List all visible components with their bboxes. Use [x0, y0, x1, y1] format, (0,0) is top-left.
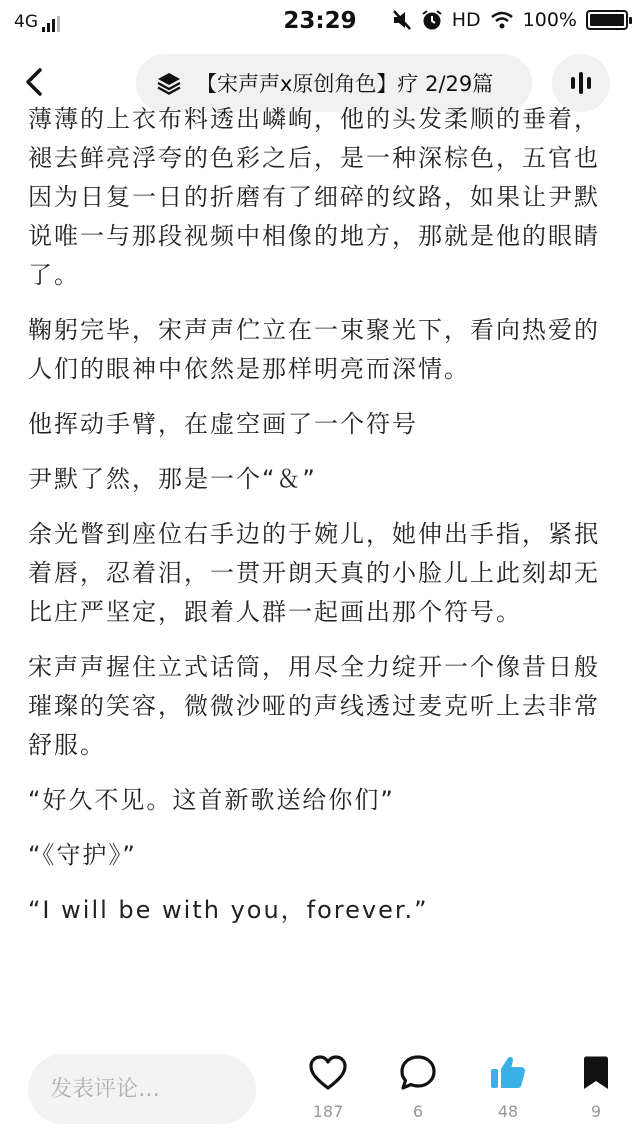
thumbs-up-icon — [488, 1054, 528, 1092]
comment-button[interactable] — [388, 1054, 448, 1121]
battery-icon — [586, 10, 628, 30]
comment-input[interactable] — [28, 1054, 256, 1124]
paragraph: “《守护》” — [28, 841, 137, 869]
recommend-count: 48 — [497, 1102, 519, 1121]
bookmark-icon — [580, 1054, 612, 1092]
status-icons — [392, 9, 628, 31]
like-button[interactable] — [298, 1054, 358, 1121]
paragraph: “I will be with you，forever.” — [28, 896, 429, 924]
network-type: 4G — [14, 12, 38, 32]
battery-percent: 100% — [522, 9, 577, 31]
paragraph: 他挥动手臂，在虚空画了一个符号 — [28, 410, 418, 438]
bottom-action-bar — [0, 1040, 640, 1138]
like-count: 187 — [312, 1102, 344, 1121]
clock: 23:29 — [283, 8, 357, 34]
page-indicator: 2/29篇 — [425, 72, 494, 96]
comment-bubble-icon — [398, 1054, 438, 1092]
hd-indicator: HD — [451, 9, 481, 31]
paragraph: 薄薄的上衣布料透出嶙峋，他的头发柔顺的垂着，褪去鲜亮浮夸的色彩之后，是一种深棕色，五官也因为日复一日的折磨有了细碎的纹路，如果让尹默说唯一与那段视频中相像的地方，那就是他的眼睛了。 — [28, 105, 600, 289]
paragraph: 余光瞥到座位右手边的于婉儿，她伸出手指，紧抿着唇，忍着泪，一贯开朗天真的小脸儿上此刻却无比庄严坚定，跟着人群一起画出那个符号。 — [28, 520, 600, 626]
status-bar — [0, 0, 640, 44]
article-body — [28, 100, 614, 1020]
recommend-button[interactable] — [478, 1054, 538, 1121]
back-arrow-icon[interactable] — [16, 64, 52, 100]
work-title: 【宋声声x原创角色】疗 — [196, 72, 419, 96]
wifi-icon — [490, 10, 514, 30]
comment-count: 6 — [412, 1102, 424, 1121]
bookmark-button[interactable] — [566, 1054, 626, 1121]
paragraph: 鞠躬完毕，宋声声伫立在一束聚光下，看向热爱的人们的眼神中依然是那样明亮而深情。 — [28, 316, 600, 383]
layers-icon — [156, 70, 182, 96]
mute-icon — [392, 9, 412, 31]
chapter-title — [196, 68, 493, 98]
bookmark-count: 9 — [590, 1102, 602, 1121]
paragraph: “好久不见。这首新歌送给你们” — [28, 786, 395, 814]
paragraph: 尹默了然，那是一个“＆” — [28, 465, 317, 493]
alarm-icon — [421, 9, 443, 31]
heart-icon — [308, 1054, 348, 1092]
paragraph: 宋声声握住立式话筒，用尽全力绽开一个像昔日般璀璨的笑容，微微沙哑的声线透过麦克听上去非常舒服。 — [28, 653, 600, 759]
